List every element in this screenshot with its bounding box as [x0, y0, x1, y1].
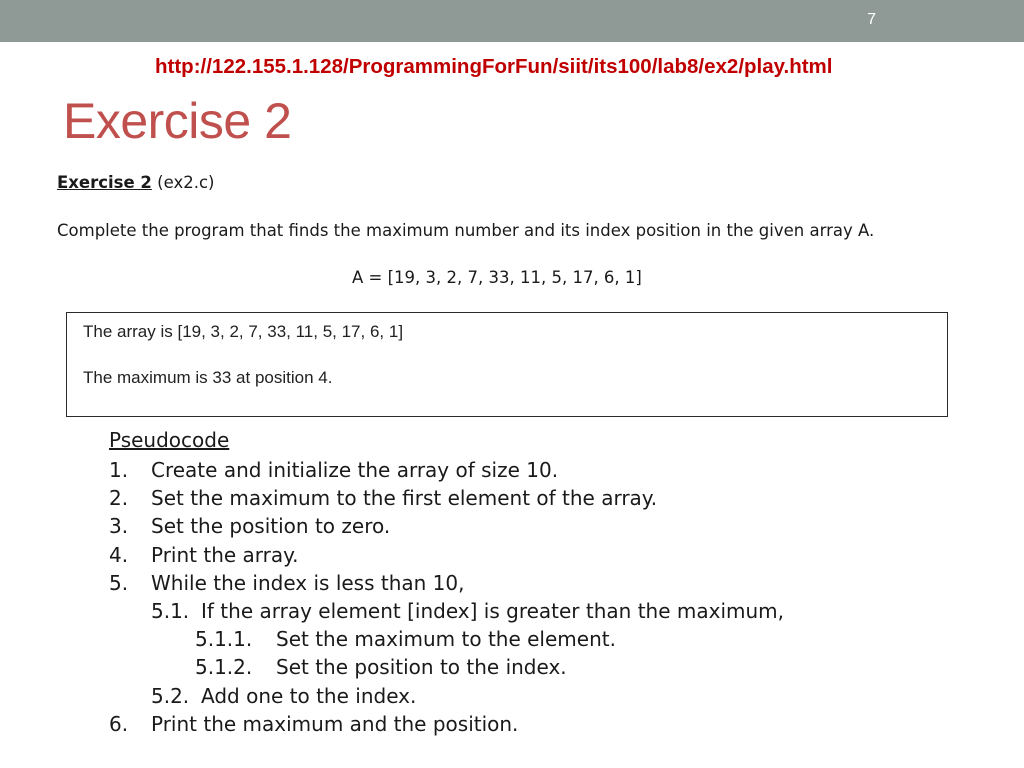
pseudocode-section	[109, 428, 784, 738]
step-text: While the index is less than 10,	[151, 570, 465, 595]
pseudocode-title: Pseudocode	[109, 428, 230, 452]
array-definition: A = [19, 3, 2, 7, 33, 11, 5, 17, 6, 1]	[352, 268, 642, 287]
step-number: 4.	[109, 542, 129, 567]
step-number: 5.1.	[151, 598, 190, 623]
output-line-maximum: The maximum is 33 at position 4.	[83, 368, 333, 387]
pseudocode-substep	[109, 597, 784, 625]
top-bar	[0, 0, 1024, 42]
step-number: 5.1.1.	[195, 627, 253, 652]
step-number: 2.	[109, 486, 129, 511]
step-number: 5.1.2.	[195, 655, 253, 680]
output-line-array: The array is [19, 3, 2, 7, 33, 11, 5, 17, 6, 1]	[83, 322, 404, 341]
pseudocode-step	[109, 512, 391, 540]
step-number: 1.	[109, 458, 129, 482]
step-number: 3.	[109, 514, 129, 539]
step-text: Set the maximum to the element.	[276, 627, 616, 652]
pseudocode-substep	[109, 682, 417, 710]
step-text: Print the array.	[151, 542, 299, 567]
pseudocode-step	[109, 710, 519, 738]
step-text: Print the maximum and the position.	[151, 711, 519, 736]
pseudocode-step	[109, 484, 658, 512]
pseudocode-step	[109, 541, 299, 569]
exercise-heading-file: (ex2.c)	[151, 173, 215, 192]
step-text: Create and initialize the array of size 10.	[151, 458, 559, 482]
step-text: Set the position to the index.	[276, 655, 567, 680]
slide-number: 7	[867, 11, 876, 28]
url-link[interactable]: http://122.155.1.128/ProgrammingForFun/siit/its100/lab8/ex2/play.html	[155, 55, 833, 78]
step-number: 6.	[109, 711, 129, 736]
pseudocode-subsubstep	[109, 653, 567, 681]
exercise-heading	[57, 173, 214, 192]
step-text: If the array element [index] is greater than the maximum,	[201, 598, 784, 623]
step-text: Set the maximum to the first element of the array.	[151, 486, 658, 511]
step-number: 5.2.	[151, 683, 190, 708]
output-box	[66, 312, 948, 417]
exercise-description: Complete the program that finds the maximum number and its index position in the given array A.	[57, 221, 875, 240]
step-text: Add one to the index.	[201, 683, 417, 708]
step-number: 5.	[109, 570, 129, 595]
step-text: Set the position to zero.	[151, 514, 391, 539]
slide-title: Exercise 2	[63, 93, 292, 149]
pseudocode-step	[109, 569, 465, 597]
pseudocode-subsubstep	[109, 625, 616, 653]
pseudocode-step	[109, 456, 559, 484]
exercise-heading-bold: Exercise 2	[57, 173, 152, 192]
